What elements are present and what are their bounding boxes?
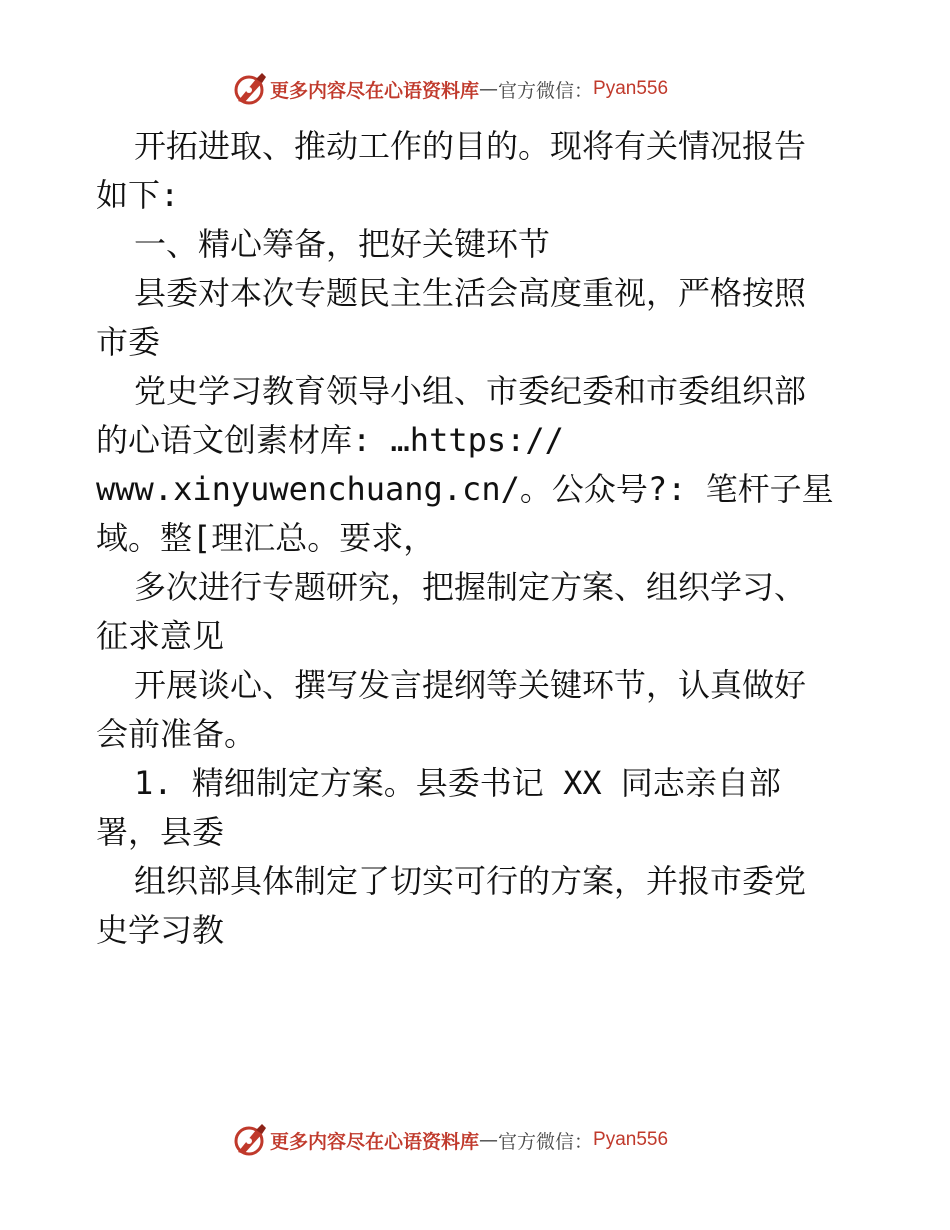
- pen-logo-icon: [232, 71, 268, 107]
- body-line: 域。整[理汇总。要求，: [96, 519, 436, 557]
- header-banner: [232, 70, 712, 108]
- body-line: 县委对本次专题民主生活会高度重视，严格按照: [134, 274, 807, 312]
- body-line: www.xinyuwenchuang.cn/。公众号?: 笔杆子星: [96, 470, 834, 508]
- body-line: 市委: [96, 323, 161, 361]
- banner-wechat-label: 官方微信：: [498, 1130, 594, 1153]
- body-line: 开展谈心、撰写发言提纲等关键环节，认真做好: [134, 666, 807, 704]
- body-line: 史学习教: [96, 911, 225, 949]
- body-line: 开拓进取、推动工作的目的。现将有关情况报告: [134, 127, 807, 165]
- body-line: 征求意见: [96, 617, 225, 655]
- banner-title: 更多内容尽在心语资料库: [270, 79, 480, 102]
- banner-title: 更多内容尽在心语资料库: [270, 1130, 480, 1153]
- banner-wechat-id: Pyan556: [593, 78, 669, 99]
- body-line: 会前准备。: [96, 715, 257, 753]
- banner-wechat-id: Pyan556: [593, 1129, 669, 1150]
- banner-wechat-label: 官方微信：: [498, 79, 594, 102]
- body-line: 多次进行专题研究，把握制定方案、组织学习、: [134, 568, 807, 606]
- banner-separator: —: [479, 1129, 499, 1151]
- body-line: 组织部具体制定了切实可行的方案，并报市委党: [134, 862, 807, 900]
- body-line: 如下:: [96, 176, 180, 214]
- pen-logo-icon: [232, 1122, 268, 1158]
- numbered-item: 1. 精细制定方案。县委书记 XX 同志亲自部: [134, 764, 781, 802]
- body-line: 党史学习教育领导小组、市委纪委和市委组织部: [134, 372, 807, 410]
- section-heading: 一、精心筹备，把好关键环节: [134, 225, 551, 263]
- banner-separator: —: [479, 78, 499, 100]
- body-line: 署，县委: [96, 813, 225, 851]
- body-line: 的心语文创素材库: …https://: [96, 421, 564, 459]
- document-body: [96, 122, 866, 955]
- footer-banner: [232, 1121, 712, 1159]
